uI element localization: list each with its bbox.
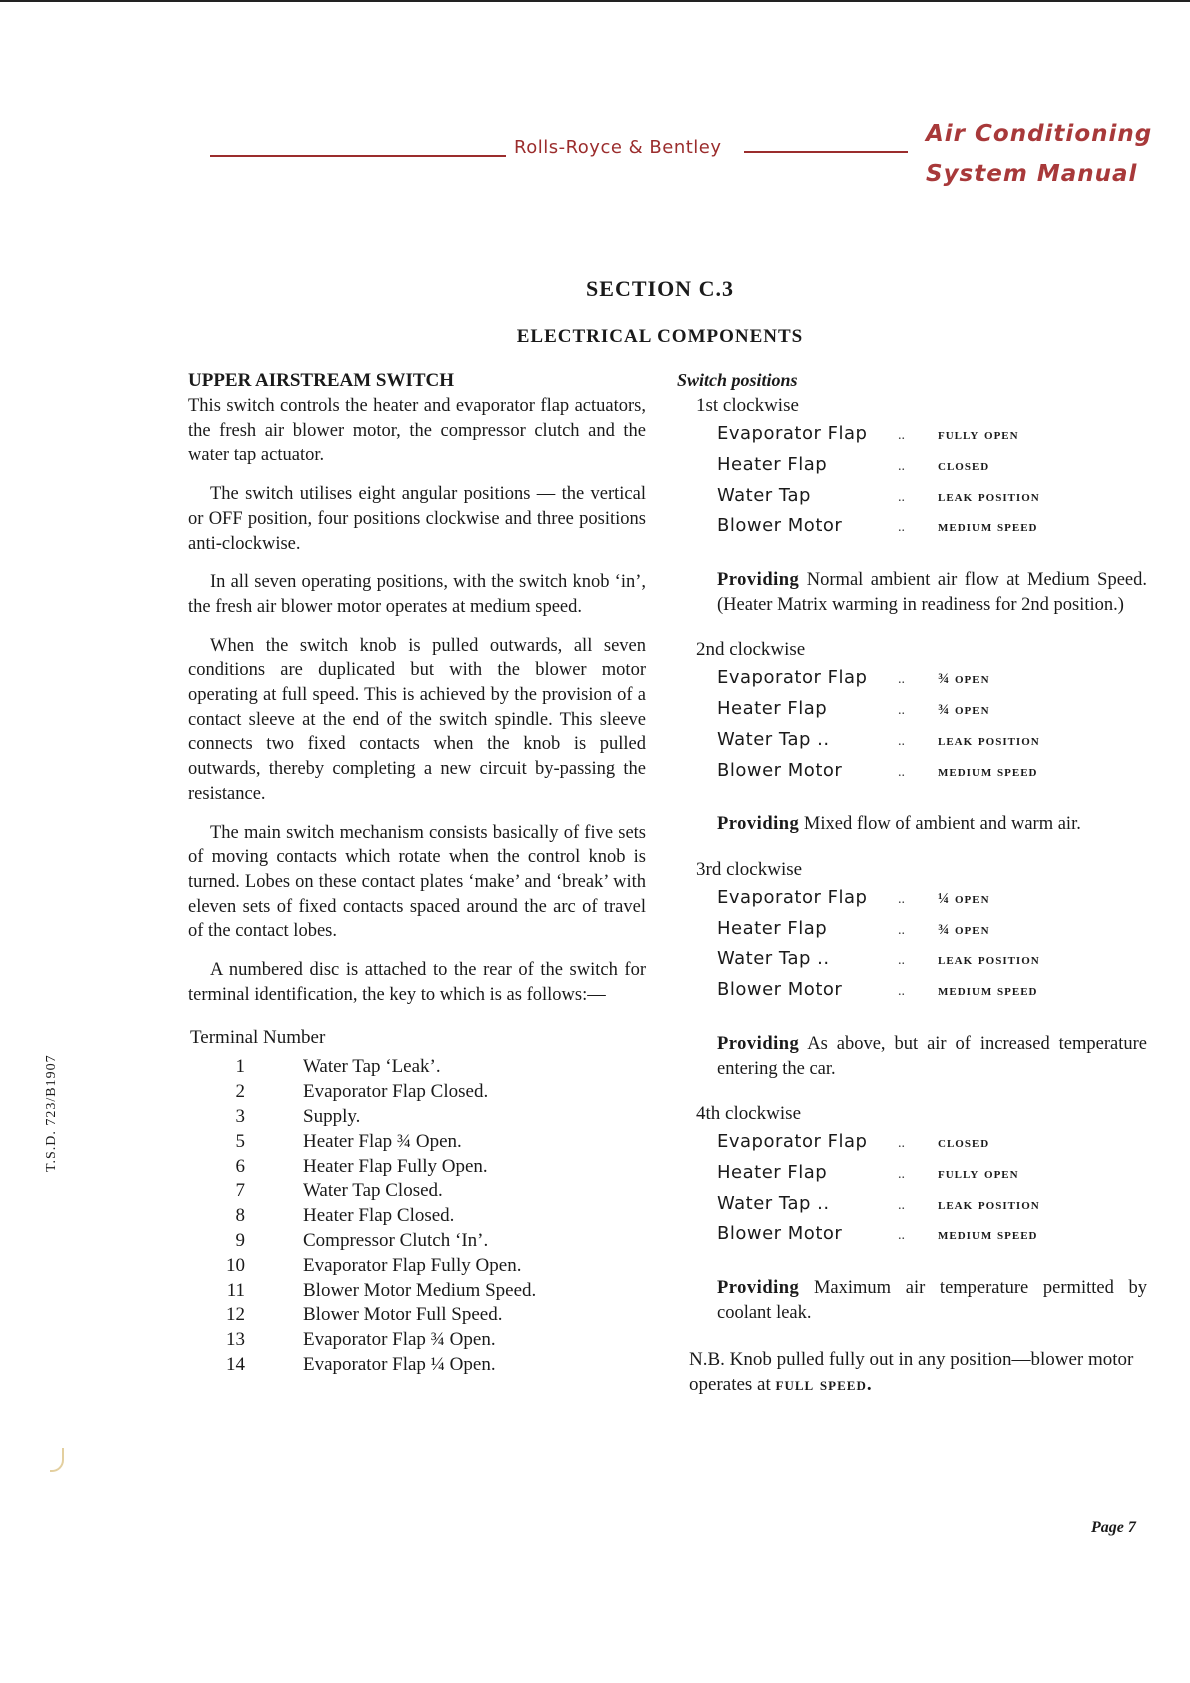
terminal-row bbox=[188, 1204, 646, 1229]
setting-value: leak position bbox=[938, 1196, 1040, 1213]
side-reference: T.S.D. 723/B1907 bbox=[44, 1054, 59, 1172]
position-label: 2nd clockwise bbox=[696, 639, 806, 661]
setting-item: Water Tap .. bbox=[717, 1192, 830, 1214]
setting-value: medium speed bbox=[938, 1227, 1038, 1244]
terminal-row bbox=[188, 1105, 646, 1130]
setting-row bbox=[717, 918, 1147, 949]
setting-row bbox=[717, 454, 1147, 485]
terminal-number: 8 bbox=[235, 1205, 245, 1227]
page-number: Page 7 bbox=[1091, 1519, 1136, 1536]
terminal-row bbox=[188, 1353, 646, 1378]
section-subtitle: ELECTRICAL COMPONENTS bbox=[516, 326, 804, 347]
terminal-number: 12 bbox=[226, 1304, 245, 1326]
setting-value: ¾ open bbox=[938, 921, 990, 938]
setting-value: leak position bbox=[938, 488, 1040, 505]
providing-note bbox=[717, 1032, 1147, 1081]
setting-value: ¾ open bbox=[938, 671, 990, 688]
providing-label: Providing bbox=[717, 814, 800, 835]
setting-value: fully open bbox=[938, 427, 1019, 443]
setting-item: Blower Motor bbox=[717, 759, 843, 781]
setting-row bbox=[717, 698, 1147, 729]
terminal-row bbox=[188, 1328, 646, 1353]
terminal-list bbox=[188, 1055, 646, 1377]
terminal-description: Blower Motor Medium Speed. bbox=[303, 1279, 537, 1301]
paragraph: In all seven operating positions, with the switch knob ‘in’, the fresh air blower motor operates at medium speed. bbox=[188, 572, 646, 617]
paragraph: When the switch knob is pulled outwards, all seven conditions are duplicated but with the blower motor operating at full speed. This is achieved by the provision of a contact sleeve at the end of the switch spindle. This sleeve connects two fixed contacts when the knob is pulled outwards, thereby completing a new circuit by-passing the resistance. bbox=[188, 635, 646, 804]
setting-item: Evaporator Flap bbox=[717, 667, 868, 689]
setting-row bbox=[717, 1131, 1147, 1162]
providing-label: Providing bbox=[717, 1034, 800, 1055]
providing-text: Maximum air temperature permitted by coolant leak. bbox=[717, 1278, 1148, 1323]
providing-text: As above, but air of increased temperature entering the car. bbox=[717, 1034, 1147, 1079]
setting-row bbox=[717, 485, 1147, 516]
leader-dots: .. bbox=[898, 984, 905, 1000]
leader-dots: .. bbox=[898, 953, 905, 969]
setting-value: medium speed bbox=[938, 763, 1038, 780]
setting-item: Blower Motor bbox=[717, 1223, 843, 1245]
setting-item: Heater Flap bbox=[717, 1161, 828, 1183]
leader-dots: .. bbox=[898, 1197, 905, 1213]
terminal-number: 11 bbox=[226, 1279, 245, 1301]
setting-value: fully open bbox=[938, 1165, 1019, 1182]
terminal-number: 14 bbox=[226, 1354, 245, 1376]
terminal-number: 3 bbox=[235, 1106, 245, 1128]
terminal-number: 6 bbox=[235, 1155, 245, 1177]
setting-item: Heater Flap bbox=[717, 453, 828, 475]
paragraph: This switch controls the heater and evaporator flap actuators, the fresh air blower motor, the compressor clutch and the water tap actuator. bbox=[188, 396, 646, 466]
leader-dots: .. bbox=[898, 891, 905, 907]
setting-item: Evaporator Flap bbox=[717, 423, 868, 444]
leader-dots: .. bbox=[898, 733, 905, 749]
terminal-description: Water Tap ‘Leak’. bbox=[303, 1056, 441, 1078]
setting-row bbox=[717, 729, 1147, 760]
terminal-row bbox=[188, 1155, 646, 1180]
margin-mark-icon bbox=[50, 1448, 64, 1472]
providing-label: Providing bbox=[717, 570, 800, 591]
terminal-description: Supply. bbox=[303, 1106, 361, 1128]
leader-dots: .. bbox=[898, 764, 905, 780]
setting-item: Heater Flap bbox=[717, 697, 828, 719]
providing-note bbox=[717, 568, 1147, 617]
terminal-description: Blower Motor Full Speed. bbox=[303, 1304, 503, 1326]
terminal-number: 5 bbox=[235, 1130, 245, 1152]
paragraph: The switch utilises eight angular positions — the vertical or OFF position, four positions clockwise and three positions anti-clockwise. bbox=[188, 484, 646, 554]
position-label: 1st clockwise bbox=[696, 395, 799, 416]
setting-row bbox=[717, 948, 1147, 979]
terminal-row bbox=[188, 1080, 646, 1105]
setting-row bbox=[717, 667, 1147, 698]
terminal-description: Heater Flap ¾ Open. bbox=[303, 1130, 462, 1152]
setting-value: closed bbox=[938, 457, 990, 474]
switch-positions-title: Switch positions bbox=[677, 370, 798, 390]
left-column bbox=[188, 370, 646, 1378]
setting-item: Water Tap .. bbox=[717, 948, 830, 970]
right-column bbox=[677, 370, 1147, 1397]
terminal-number: 9 bbox=[235, 1230, 245, 1252]
leader-dots: .. bbox=[898, 1228, 905, 1244]
providing-text: Mixed flow of ambient and warm air. bbox=[803, 814, 1081, 835]
header-title-line1: Air Conditioning bbox=[926, 121, 1153, 147]
leader-dots: .. bbox=[898, 922, 905, 938]
terminal-row bbox=[188, 1303, 646, 1328]
setting-item: Evaporator Flap bbox=[717, 1131, 868, 1153]
setting-value: leak position bbox=[938, 732, 1040, 749]
setting-item: Water Tap .. bbox=[717, 728, 830, 750]
terminal-description: Evaporator Flap Closed. bbox=[303, 1081, 489, 1103]
terminal-row bbox=[188, 1254, 646, 1279]
providing-text: Normal ambient air flow at Medium Speed. (Heater Matrix warming in readiness for 2nd position.) bbox=[717, 570, 1148, 615]
terminal-row bbox=[188, 1229, 646, 1254]
setting-item: Evaporator Flap bbox=[717, 886, 868, 908]
leader-dots: .. bbox=[898, 1166, 905, 1182]
setting-row bbox=[717, 979, 1147, 1010]
setting-value: closed bbox=[938, 1135, 990, 1152]
paragraph: The main switch mechanism consists basically of five sets of moving contacts which rotate when the control knob is turned. Lobes on these contact plates ‘make’ and ‘break’ with eleven sets of fixed contacts spaced around the arc of travel of the contact lobes. bbox=[188, 822, 646, 942]
setting-item: Water Tap bbox=[717, 484, 811, 506]
providing-note bbox=[717, 1276, 1147, 1325]
header-title-line2: System Manual bbox=[926, 161, 1138, 187]
terminal-row bbox=[188, 1279, 646, 1304]
terminal-description: Evaporator Flap Fully Open. bbox=[303, 1254, 522, 1276]
setting-row bbox=[717, 423, 1147, 454]
terminal-number: 2 bbox=[235, 1081, 245, 1103]
setting-row bbox=[717, 1162, 1147, 1193]
leader-dots: .. bbox=[898, 428, 905, 443]
terminal-number: 7 bbox=[235, 1180, 245, 1202]
setting-value: medium speed bbox=[938, 983, 1038, 1000]
terminal-number: 10 bbox=[226, 1254, 245, 1276]
setting-item: Heater Flap bbox=[717, 917, 828, 939]
section-title: SECTION C.3 bbox=[586, 276, 734, 301]
header-rule-right bbox=[744, 151, 908, 153]
header-rule-left bbox=[210, 155, 506, 157]
setting-row bbox=[717, 1193, 1147, 1224]
terminal-description: Heater Flap Closed. bbox=[303, 1205, 455, 1227]
paragraph: A numbered disc is attached to the rear of the switch for terminal identification, the key to which is as follows:— bbox=[188, 960, 646, 1005]
position-label: 4th clockwise bbox=[696, 1103, 802, 1125]
leader-dots: .. bbox=[898, 672, 905, 688]
setting-item: Blower Motor bbox=[717, 515, 843, 537]
setting-row bbox=[717, 1223, 1147, 1254]
setting-value: leak position bbox=[938, 952, 1040, 969]
setting-row bbox=[717, 760, 1147, 791]
terminal-row bbox=[188, 1130, 646, 1155]
terminal-description: Water Tap Closed. bbox=[303, 1180, 443, 1202]
setting-value: ¾ open bbox=[938, 701, 990, 718]
position-label: 3rd clockwise bbox=[696, 858, 803, 880]
setting-item: Blower Motor bbox=[717, 979, 843, 1001]
leader-dots: .. bbox=[898, 489, 905, 505]
leader-dots: .. bbox=[898, 520, 905, 536]
setting-value: ¼ open bbox=[938, 890, 990, 907]
terminal-header: Terminal Number bbox=[190, 1027, 326, 1049]
setting-row bbox=[717, 887, 1147, 918]
terminal-description: Evaporator Flap ¼ Open. bbox=[303, 1354, 496, 1376]
terminal-number: 1 bbox=[235, 1056, 245, 1078]
terminal-row bbox=[188, 1179, 646, 1204]
setting-row bbox=[717, 515, 1147, 546]
terminal-description: Heater Flap Fully Open. bbox=[303, 1155, 488, 1177]
providing-label: Providing bbox=[717, 1278, 800, 1299]
terminal-description: Compressor Clutch ‘In’. bbox=[303, 1230, 489, 1252]
providing-note bbox=[717, 812, 1147, 837]
setting-value: medium speed bbox=[938, 519, 1038, 536]
leader-dots: .. bbox=[898, 458, 905, 474]
switch-heading: UPPER AIRSTREAM SWITCH bbox=[188, 370, 455, 391]
nb-emphasis: full speed. bbox=[775, 1374, 873, 1396]
top-border bbox=[0, 0, 1190, 2]
nb-text: N.B. Knob pulled fully out in any position—blower motor operates at bbox=[689, 1349, 1134, 1396]
terminal-description: Evaporator Flap ¾ Open. bbox=[303, 1329, 496, 1351]
nb-note bbox=[689, 1347, 1147, 1397]
leader-dots: .. bbox=[898, 702, 905, 718]
terminal-number: 13 bbox=[226, 1329, 245, 1351]
header-brand: Rolls-Royce & Bentley bbox=[514, 137, 722, 158]
terminal-row bbox=[188, 1055, 646, 1080]
leader-dots: .. bbox=[898, 1136, 905, 1152]
